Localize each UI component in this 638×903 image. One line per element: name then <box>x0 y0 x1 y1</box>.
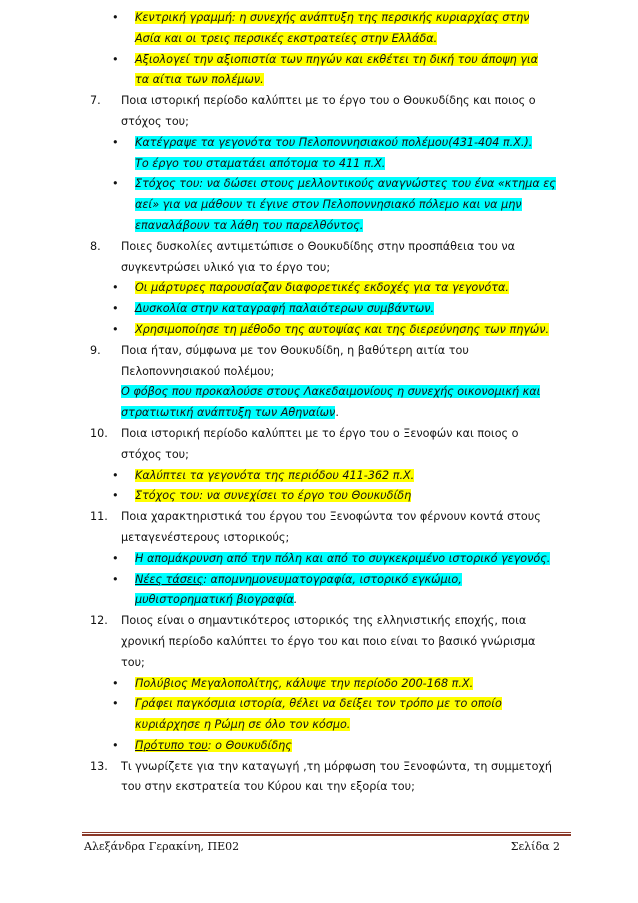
question-number: 7. <box>90 94 101 108</box>
bullet-icon: • <box>112 52 119 66</box>
bullet-icon: • <box>112 281 119 295</box>
text-segment: : απομνημονευματογραφία, ιστορικό εγκώμιο, <box>203 572 462 586</box>
bullet-item <box>110 174 580 195</box>
text-segment: Κατέγραψε τα γεγονότα του Πελοποννησιακού πολέμου(431-404 π.Χ.). <box>135 135 533 149</box>
text-segment: συγκεντρώσει υλικό για το έργο του; <box>121 260 331 274</box>
text-segment: Πελοποννησιακού πολέμου; <box>121 364 275 378</box>
bullet-item <box>110 549 580 570</box>
text-line <box>110 29 580 50</box>
bullet-icon: • <box>112 551 119 565</box>
text-line <box>110 362 580 383</box>
text-segment: Καλύπτει τα γεγονότα της περιόδου 411-362 π.Χ. <box>135 468 415 482</box>
text-segment: Ποια χαρακτηριστικά του έργου του Ξενοφώντα τον φέρνουν κοντά στους <box>121 510 541 524</box>
question-line <box>90 507 580 528</box>
text-segment: στόχος του; <box>121 447 189 461</box>
bullet-icon: • <box>112 697 119 711</box>
text-segment: του; <box>121 655 145 669</box>
question-line <box>90 424 580 445</box>
bullet-icon: • <box>112 572 119 586</box>
text-segment: στόχος του; <box>121 114 189 128</box>
bullet-item <box>110 674 580 695</box>
text-segment: Ασία και οι τρεις περσικές εκστρατείες στην Ελλάδα. <box>135 31 438 45</box>
bullet-icon: • <box>112 468 119 482</box>
text-segment: : ο Θουκυδίδης <box>207 738 292 752</box>
question-line <box>90 611 580 632</box>
bullet-item <box>110 570 580 591</box>
question-line <box>90 341 580 362</box>
text-segment: μυθιστορηματική βιογραφία <box>135 593 294 607</box>
bullet-item <box>110 299 580 320</box>
text-segment: Πολύβιος Μεγαλοπολίτης, κάλυψε την περίοδο 200-168 π.Χ. <box>135 676 474 690</box>
footer-page-number: Σελίδα 2 <box>510 840 560 853</box>
text-segment: κυριάρχησε η Ρώμη σε όλο τον κόσμο. <box>135 718 351 732</box>
text-segment: Πρότυπο του <box>135 738 208 752</box>
text-segment: Τι γνωρίζετε για την καταγωγή ,τη μόρφωση του Ξενοφώντα, τη συμμετοχή <box>121 759 552 773</box>
text-segment: Κεντρική γραμμή: η συνεχής ανάπτυξη της περσικής κυριαρχίας στην <box>135 11 530 24</box>
text-segment: Η απομάκρυνση από την πόλη και από το συγκεκριμένο ιστορικό γεγονός. <box>135 551 551 565</box>
bullet-icon: • <box>112 302 119 316</box>
text-segment: Αξιολογεί την αξιοπιστία των πηγών και εκθέτει τη δική του άποψη για <box>135 52 539 66</box>
text-segment: στρατιωτική ανάπτυξη των Αθηναίων <box>121 406 336 420</box>
text-segment: Ποια ιστορική περίοδο καλύπτει με το έργο του ο Ξενοφών και ποιος ο <box>121 426 519 440</box>
bullet-icon: • <box>112 11 119 24</box>
text-segment: Νέες τάσεις <box>135 572 204 586</box>
text-line <box>110 653 580 674</box>
bullet-icon: • <box>112 177 119 191</box>
text-segment: επαναλάβουν τα λάθη του παρελθόντος. <box>135 218 364 232</box>
bullet-item <box>110 694 580 715</box>
text-line <box>110 528 580 549</box>
text-segment: τα αίτια των πολέμων. <box>135 73 264 87</box>
bullet-icon: • <box>112 738 119 752</box>
question-number: 13. <box>90 759 108 773</box>
bullet-icon: • <box>112 135 119 149</box>
text-segment: Στόχος του: να συνεχίσει το έργο του Θουκυδίδη <box>135 489 412 503</box>
text-line <box>110 216 580 237</box>
text-segment: Ποια ιστορική περίοδο καλύπτει με το έργο του ο Θουκυδίδης και ποιος ο <box>121 94 536 108</box>
footer-author: Αλεξάνδρα Γερακίνη, ΠΕ02 <box>84 840 240 853</box>
text-line <box>110 403 580 424</box>
text-segment: μεταγενέστερους ιστορικούς; <box>121 530 290 544</box>
document-body <box>90 8 580 798</box>
text-line <box>110 445 580 466</box>
text-segment: Δυσκολία στην καταγραφή παλαιότερων συμβάντων. <box>135 302 435 316</box>
bullet-item <box>110 466 580 487</box>
text-segment: χρονική περίοδο καλύπτει το έργο του και ποιο είναι το βασικό γνώρισμα <box>121 634 536 648</box>
text-segment: Το έργο του σταματάει απότομα το 411 π.Χ. <box>135 156 386 170</box>
bullet-icon: • <box>112 322 119 336</box>
text-segment: Ποια ήταν, σύμφωνα με τον Θουκυδίδη, η βαθύτερη αιτία του <box>121 343 469 357</box>
text-segment: Ο φόβος που προκαλούσε στους Λακεδαιμονίους η συνεχής οικονομική και <box>121 385 541 399</box>
text-line <box>110 70 580 91</box>
text-line <box>110 195 580 216</box>
bullet-item <box>110 736 580 757</box>
text-segment: . <box>293 593 298 607</box>
text-line <box>110 154 580 175</box>
question-number: 11. <box>90 510 108 524</box>
question-line <box>90 757 580 778</box>
bullet-item <box>110 320 580 341</box>
bullet-item <box>110 8 580 29</box>
text-line <box>110 258 580 279</box>
question-line <box>90 91 580 112</box>
text-line <box>110 715 580 736</box>
text-segment: αεί» για να μάθουν τι έγινε στον Πελοποννησιακό πόλεμο και να μην <box>135 198 522 212</box>
question-line <box>90 237 580 258</box>
text-line <box>110 632 580 653</box>
question-number: 10. <box>90 426 108 440</box>
question-number: 9. <box>90 343 101 357</box>
bullet-icon: • <box>112 489 119 503</box>
bullet-icon: • <box>112 676 119 690</box>
question-number: 12. <box>90 614 108 628</box>
bullet-item <box>110 278 580 299</box>
bullet-item <box>110 133 580 154</box>
bullet-item <box>110 50 580 71</box>
text-line <box>110 112 580 133</box>
text-line <box>110 777 580 798</box>
text-segment: Ποιος είναι ο σημαντικότερος ιστορικός της ελληνιστικής εποχής, ποια <box>121 614 527 628</box>
bullet-item <box>110 486 580 507</box>
text-segment: Στόχος του: να δώσει στους μελλοντικούς αναγνώστες του ένα «κτημα ες <box>135 177 556 191</box>
text-line <box>110 382 580 403</box>
text-segment: Γράφει παγκόσμια ιστορία, θέλει να δείξει τον τρόπο με το οποίο <box>135 697 502 711</box>
footer-divider <box>82 832 571 833</box>
footer-divider-thick <box>82 834 571 836</box>
text-segment: του στην εκστρατεία του Κύρου και την εξορία του; <box>121 780 415 794</box>
text-segment: Ποιες δυσκολίες αντιμετώπισε ο Θουκυδίδης στην προσπάθεια του να <box>121 239 515 253</box>
text-segment: Οι μάρτυρες παρουσίαζαν διαφορετικές εκδοχές για τα γεγονότα. <box>135 281 509 295</box>
text-segment: Χρησιμοποίησε τη μέθοδο της αυτοψίας και της διερεύνησης των πηγών. <box>135 322 550 336</box>
text-segment: . <box>335 406 339 420</box>
question-number: 8. <box>90 239 101 253</box>
text-line <box>110 590 580 611</box>
